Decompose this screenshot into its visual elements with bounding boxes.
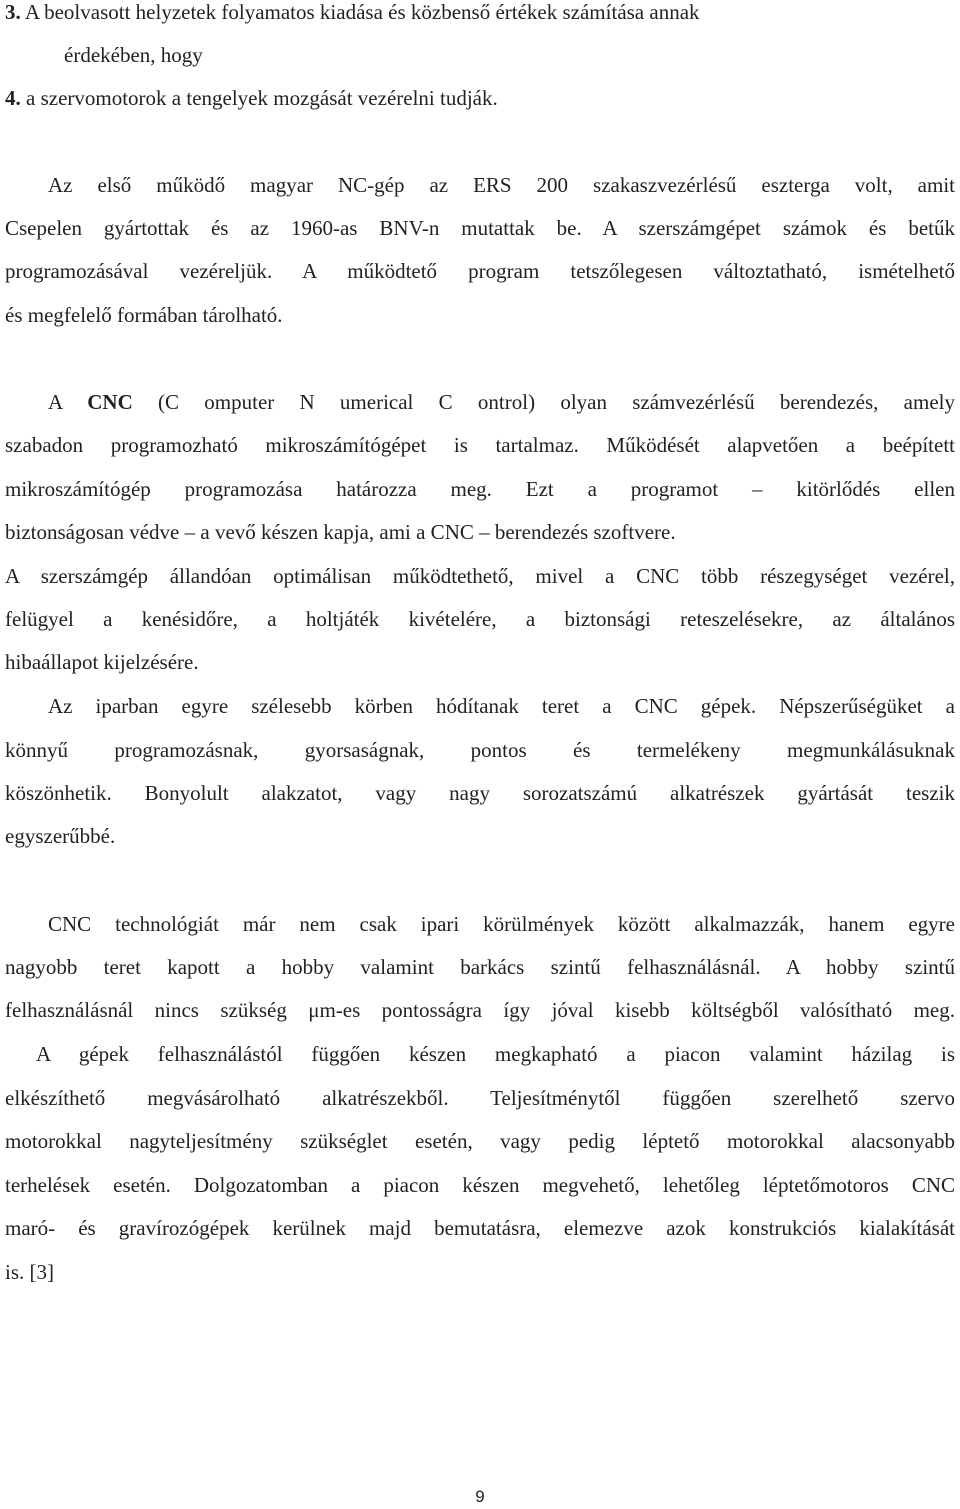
paragraph-line [48,389,955,415]
paragraph-line: Csepelen gyártottak és az 1960-as BNV-n mutattak be. A szerszámgépet számok és betűk [5,216,955,240]
paragraph-line: felügyel a kenésidőre, a holtjáték kivételére, a biztonsági reteszelésekre, az általános [5,607,955,631]
paragraph-line: is. [3] [5,1260,54,1284]
list-number: 4. [5,86,21,110]
paragraph-line: egyszerűbbé. [5,824,116,848]
list-item-3-continued: érdekében, hogy [64,43,203,67]
list-number: 3. [5,0,21,24]
paragraph-line: biztonságosan védve – a vevő készen kapja, ami a CNC – berendezés szoftvere. [5,520,676,544]
paragraph-line: könnyű programozásnak, gyorsaságnak, pontos és termelékeny megmunkálásuknak [5,738,955,762]
paragraph-line: CNC technológiát már nem csak ipari körülmények között alkalmazzák, hanem egyre [48,912,955,936]
cnc-bold-term: CNC [87,390,133,414]
paragraph-line: hibaállapot kijelzésére. [5,650,199,674]
list-item-text: a szervomotorok a tengelyek mozgását vezérelni tudják. [26,86,498,110]
paragraph-line: nagyobb teret kapott a hobby valamint barkács szintű felhasználásnál. A hobby szintű [5,955,955,979]
text-fragment: (C omputer N umerical C ontrol) olyan számvezérlésű berendezés, amely [132,390,955,414]
paragraph-line: felhasználásnál nincs szükség μm-es pontosságra így jóval kisebb költségből valósítható meg. [5,998,955,1022]
paragraph-line: programozásával vezéreljük. A működtető program tetszőlegesen változtatható, ismételhető [5,259,955,283]
paragraph-line: szabadon programozható mikroszámítógépet is tartalmaz. Működését alapvetően a beépített [5,433,955,457]
list-item-4 [5,85,955,111]
paragraph-line: motorokkal nagyteljesítmény szükséglet esetén, vagy pedig léptető motorokkal alacsonyabb [5,1129,955,1153]
paragraph-line: elkészíthető megvásárolható alkatrészekből. Teljesítménytől függően szerelhető szervo [5,1086,955,1110]
paragraph-line: A gépek felhasználástól függően készen megkapható a piacon valamint házilag is [36,1042,955,1066]
paragraph-line: Az iparban egyre szélesebb körben hódítanak teret a CNC gépek. Népszerűségüket a [48,694,955,718]
list-item-text: A beolvasott helyzetek folyamatos kiadása és közbenső értékek számítása annak [24,0,700,24]
paragraph-line: és megfelelő formában tárolható. [5,303,283,327]
paragraph-line: köszönhetik. Bonyolult alakzatot, vagy nagy sorozatszámú alkatrészek gyártását teszik [5,781,955,805]
paragraph-line: Az első működő magyar NC-gép az ERS 200 szakaszvezérlésű eszterga volt, amit [48,173,955,197]
page-number: 9 [475,1487,485,1506]
paragraph-line: maró- és gravírozógépek kerülnek majd bemutatásra, elemezve azok konstrukciós kialakítását [5,1216,955,1240]
paragraph-line: A szerszámgép állandóan optimálisan működtethető, mivel a CNC több részegységet vezérel, [5,564,955,588]
text-fragment: A [48,390,88,414]
list-item-3 [5,0,955,25]
paragraph-line: mikroszámítógép programozása határozza meg. Ezt a programot – kitörlődés ellen [5,477,955,501]
paragraph-line: terhelések esetén. Dolgozatomban a piacon készen megvehető, lehetőleg léptetőmotoros CNC [5,1173,955,1197]
